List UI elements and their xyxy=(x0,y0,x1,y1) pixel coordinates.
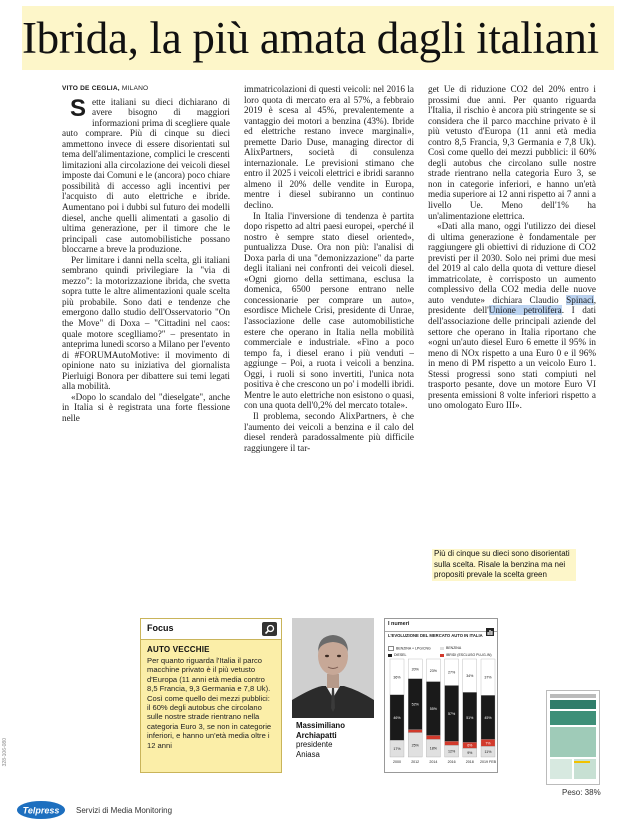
category-label: 2019 FEB xyxy=(480,760,496,764)
search-icon[interactable] xyxy=(262,622,277,636)
bar-segment xyxy=(445,741,459,745)
caption-org: Aniasa xyxy=(296,749,320,759)
legend-item xyxy=(440,646,492,651)
bar-value-label: 55% xyxy=(429,706,438,711)
category-label: 2014 xyxy=(429,760,438,764)
category-label: 2018 xyxy=(465,760,474,764)
portrait xyxy=(292,618,374,773)
portrait-photo xyxy=(292,618,374,718)
byline-author: VITO DE CEGLIA, xyxy=(62,85,120,92)
article-paragraph: In Italia l'inversione di tendenza è partita dopo rispetto ad altri paesi europei, «perché il nostro è sempre stato diesel oriented», puntualizza Duse. Ora non più: l'analisi di Doxa parla di una "demonizzazione" da parte degli italiani nei confronti dei veicoli diesel. «Ogni giorno della settimana, esclusa la domenica, 6500 persone entrano nelle concessionarie per comprare un auto», esordisce Michele Crisi, presidente di Unrae, l'associazione delle case automobilistiche estere che operano in Italia nella mobilità commerciale e industriale. «Fino a poco tempo fa, i diesel erano i più venduti – aggiunge – Poi, a ruota i veicoli a benzina. Oggi, i ruoli si sono invertiti, l'unica nota positiva è che crescono un po' i modelli ibridi. Mentre le auto elettriche non esistono o quasi, con una quota dell'0,2% del mercato totale». xyxy=(244,210,414,411)
article-text: ette italiani su dieci dichiarano di avere bisogno di maggiori informazioni prima di scegliere quale auto comprare. Più di cinque su dieci ammettono invece di essere disorientati sul tema dell'alimentazione, complici le crescenti limitazioni alla circolazione dei veicoli diesel imposte dai Comuni e le (ancora) poco chiare possibilità di accesso agli incentivi per l'acquisto di auto elettriche e ibride. Aumentano poi i dubbi sul futuro dei modelli diesel, anche quelli alimentati a gasolio di ultima generazione, per il timore che le principali case automobilistiche possano bloccarne a breve la produzione. xyxy=(62,96,230,255)
bar-value-label: 7% xyxy=(485,741,491,746)
article-paragraph: Per limitare i danni nella scelta, gli italiani sembrano quindi privilegiare la "via di mezzo": la motorizzazione ibrida, che svetta sopra tutte le altre alimentazioni quale scelta più probabile. Sono dati e tendenze che emergono dallo studio dell'Osservatorio "On the Move" di Doxa – "Cittadini nel caos: quale motore sceglliamo?" – presentato in anteprima lunedì scorso a Milano per l'evento di #FORUMAutoMotive: il movimento di opinione nato su iniziativa del giornalista Pierluigi Bonora per dibattere sui temi legati alla mobilità. xyxy=(62,254,230,392)
chart-header xyxy=(385,619,497,632)
article-paragraph: immatricolazioni di questi veicoli: nel 2016 la loro quota di mercato era al 57%, a febbraio 2019 è scesa al 45%, prevalentemente a vantaggio dei motori a benzina (43%). Ibride ed elettriche restano invece marginali», premette Dario Duse, managing director di AlixPartners, società di consulenza internazionale. Le previsioni stimano che entro il 2025 i veicoli elettrici e ibridi saranno almeno il 20% delle vendite in Europa, mentre i diesel subiranno un continuo declino. xyxy=(244,84,414,211)
category-label: 2000 xyxy=(393,760,401,764)
bar-value-label: 57% xyxy=(447,711,456,716)
article-text: «Dati alla mano, oggi l'utilizzo dei diesel di ultima generazione è fondamentale per raggiungere gli obiettivi di riduzione di CO2 previsti per il 2030. Solo nei primi due mesi del 2019 al calo della quota di vetture diesel immatricolate, è corrisposto un aumento complessivo della CO2 media delle nuove auto vendute» dichiara Claudio xyxy=(428,221,596,305)
footer-text: Servizi di Media Monitoring xyxy=(76,806,173,815)
bar-segment xyxy=(408,730,422,733)
caption-role: presidente xyxy=(296,740,333,750)
chart-plot xyxy=(386,657,498,772)
chart-brand: I numeri xyxy=(388,621,410,627)
bar-value-label: 51% xyxy=(466,715,474,720)
telpress-logo-text: Telpress xyxy=(22,805,60,816)
focus-subtitle: AUTO VECCHIE xyxy=(147,645,210,654)
highlight-name: Spinaci xyxy=(566,294,594,305)
legend-label: BENZINA + LPG/CNG xyxy=(396,646,431,651)
caption-surname: Archiapatti xyxy=(296,730,337,740)
bar-value-label: 46% xyxy=(393,715,401,720)
focus-body: Per quanto riguarda l'Italia il parco macchine privato è il più vetusto d'Europa (11 anni età media contro 8,5 Francia, 9,3 Germania e 7,8 Uk). Così come quello dei mezzi pubblici: il 60% degli autobus che circolano sulle nostre strade rientrano nella categoria Euro 3, se non in categorie inferiori, e hanno un'età media oltre i 12 anni xyxy=(147,656,272,750)
bar-value-label: 23% xyxy=(429,668,438,673)
bar-value-label: 25% xyxy=(411,743,419,748)
legend-label: DIESEL xyxy=(394,653,407,658)
byline-city: MILANO xyxy=(121,85,149,92)
focus-box xyxy=(140,618,282,773)
bar-value-label: 18% xyxy=(429,746,438,751)
bar-value-label: 11% xyxy=(484,750,492,755)
article-column-3 xyxy=(428,84,596,542)
article-paragraph: «Dopo lo scandalo del "dieselgate", anche in Italia si è registrata una forte flessione nelle xyxy=(62,391,230,423)
page-thumbnail[interactable] xyxy=(546,690,600,785)
chart-icon xyxy=(486,621,494,629)
dropcap: S xyxy=(70,94,87,122)
telpress-logo xyxy=(16,800,66,820)
article-paragraph xyxy=(428,221,596,411)
byline xyxy=(62,84,230,95)
bar-segment xyxy=(426,735,440,739)
bar-value-label: 17% xyxy=(393,747,401,752)
bar-value-label: 45% xyxy=(484,715,492,720)
article-text: . I dati dell'associazione delle principali aziende del settore che operano in Italia riportano che «ogni un'auto diesel Euro 6 emette il 95% in meno di NOx rispetto a una Euro 0 e il 96% in meno di PM rispetto a un veicolo Euro 1. Stessi progressi sono stati compiuti nel trasporto pesante, dove un motore Euro VI presenta emissioni 8 volte inferiori rispetto a uno omologato Euro III». xyxy=(428,305,596,411)
legend-item xyxy=(388,646,440,651)
article-column-2 xyxy=(244,84,414,614)
article-paragraph xyxy=(62,94,230,255)
category-label: 2016 xyxy=(447,760,456,764)
legend-label: IBRIDI (ESCLUSO PLUG-IN) xyxy=(446,653,492,658)
bar-value-label: 34% xyxy=(466,674,474,679)
bar-value-label: 27% xyxy=(447,670,456,675)
article-paragraph: Il problema, secondo AlixPartners, è che l'aumento dei veicoli a benzina e il calo del diesel renderà paradossalmente più difficile raggiungere il tar- xyxy=(244,410,414,453)
bar-value-label: 9% xyxy=(467,751,473,756)
bar-value-label: 36% xyxy=(393,675,401,680)
chart-box xyxy=(384,618,498,773)
side-code: 328-106-080 xyxy=(2,738,8,767)
bar-value-label: 12% xyxy=(447,749,456,754)
caption-name: Massimiliano xyxy=(296,721,345,730)
chart-title: L'EVOLUZIONE DEL MERCATO AUTO IN ITALIA xyxy=(388,633,483,638)
focus-header xyxy=(141,619,281,640)
article-paragraph: get Ue di riduzione CO2 del 20% entro i prossimi due anni. Per quanto riguarda l'Italia, il rischio è ancora più stringente se si considera che il parco macchine privato è il più vetusto d'Europa (11 anni età media contro 8,5 Francia, 9,3 Germania e 7,8 Uk). Così come quello dei mezzi pubblici: il 60% degli autobus che circolano sulle nostre strade rientrano nella categoria Euro 3, se non in categorie inferiori, e hanno un'età media superiore ai 12 anni rispetto ai 7 anni a livello Ue. Meno dell'1% ha un'alimentazione elettrica. xyxy=(428,84,596,221)
article-text: , presidente dell' xyxy=(428,294,596,316)
focus-title: Focus xyxy=(147,623,174,633)
bar-value-label: 37% xyxy=(484,675,492,680)
headline: Ibrida, la più amata dagli italiani xyxy=(22,6,614,70)
pullquote: Più di cinque su dieci sono disorientati sulla scelta. Risale la benzina ma nei propositi prevale la scelta green xyxy=(432,549,576,581)
bar-value-label: 20% xyxy=(411,667,419,672)
peso-label: Peso: 38% xyxy=(562,788,601,797)
bar-value-label: 52% xyxy=(411,702,419,707)
bar-value-label: 6% xyxy=(467,743,473,748)
article-column-1 xyxy=(62,84,230,524)
portrait-caption xyxy=(296,721,345,759)
legend-label: BENZINA xyxy=(446,646,462,651)
highlight-organization: Unione petrolifera xyxy=(488,305,562,316)
category-label: 2012 xyxy=(411,760,420,764)
